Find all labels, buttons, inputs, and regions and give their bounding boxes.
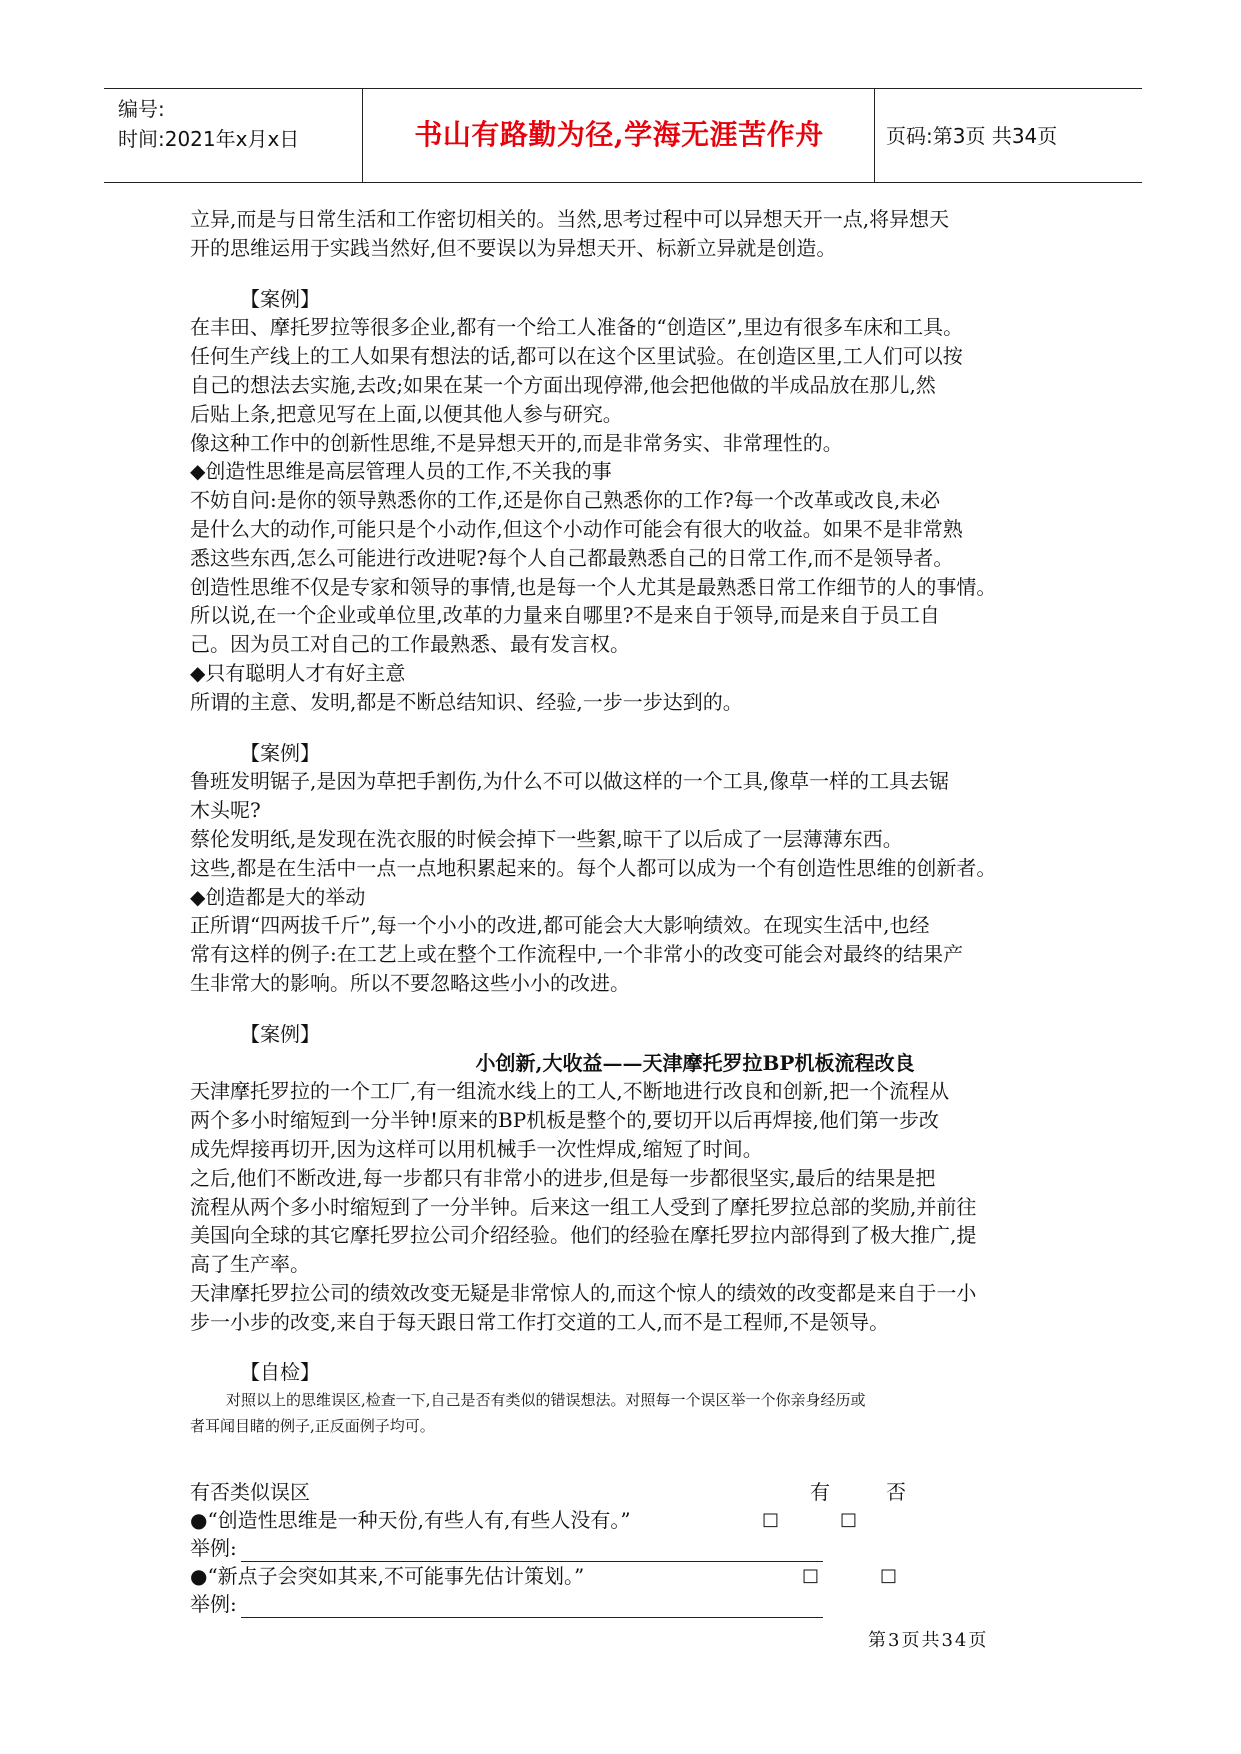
- body-text-line: 这些,都是在生活中一点一点地积累起来的。每个人都可以成为一个有创造性思维的创新者。: [190, 855, 997, 880]
- body-text-line: 开的思维运用于实践当然好,但不要误以为异想天开、标新立异就是创造。: [190, 235, 837, 260]
- paragraph-gap: [190, 717, 1080, 739]
- instruction-line: 者耳闻目睹的例子,正反面例子均可。: [190, 1417, 435, 1436]
- instruction-line: 对照以上的思维误区,检查一下,自己是否有类似的错误想法。对照每一个误区举一个你亲身经历或: [226, 1391, 866, 1410]
- section-heading: 【案例】: [240, 740, 320, 765]
- body-text-line: 流程从两个多小时缩短到了一分半钟。后来这一组工人受到了摩托罗拉总部的奖励,并前往: [190, 1194, 977, 1219]
- body-text-line: 后贴上条,把意见写在上面,以便其他人参与研究。: [190, 401, 623, 426]
- document-time-label: 时间:2021年x月x日: [118, 127, 300, 151]
- paragraph-gap: [190, 998, 1080, 1020]
- body-text-line: 天津摩托罗拉的一个工厂,有一组流水线上的工人,不断地进行改良和创新,把一个流程从: [190, 1079, 950, 1104]
- self-check-example-row-2: [190, 1590, 910, 1618]
- body-text-line: 所以说,在一个企业或单位里,改革的力量来自哪里?不是来自于领导,而是来自于员工自: [190, 603, 940, 628]
- document-number-label: 编号:: [118, 97, 165, 121]
- self-check-item-text: ●“创造性思维是一种天份,有些人有,有些人没有。”: [190, 1508, 631, 1532]
- body-text-line: 悉这些东西,怎么可能进行改进呢?每个人自己都最熟悉自己的日常工作,而不是领导者。: [190, 545, 954, 570]
- body-text-line: 正所谓“四两拔千斤”,每一个小小的改进,都可能会大大影响绩效。在现实生活中,也经: [190, 913, 930, 938]
- body-text-line: 是什么大的动作,可能只是个小动作,但这个小动作可能会有很大的收益。如果不是非常熟: [190, 516, 963, 541]
- example-answer-line[interactable]: [241, 1595, 823, 1618]
- self-check-table: [190, 1478, 910, 1618]
- body-text-line: 步一小步的改变,来自于每天跟日常工作打交道的工人,而不是工程师,不是领导。: [190, 1309, 890, 1334]
- body-text-line: 两个多小时缩短到一分半钟!原来的BP机板是整个的,要切开以后再焊接,他们第一步改: [190, 1108, 939, 1133]
- body-text-line: ◆创造都是大的举动: [190, 884, 366, 909]
- no-checkbox[interactable]: □: [840, 1509, 858, 1530]
- header-motto: 书山有路勤为径,学海无涯苦作舟: [414, 118, 824, 151]
- header-meta: [118, 94, 299, 154]
- body-text-line: 鲁班发明锯子,是因为草把手割伤,为什么不可以做这样的一个工具,像草一样的工具去锯: [190, 769, 950, 794]
- body-text-line: 在丰田、摩托罗拉等很多企业,都有一个给工人准备的“创造区”,里边有很多车床和工具。: [190, 315, 964, 340]
- body-text-line: 木头呢?: [190, 798, 261, 823]
- self-check-header-label: 有否类似误区: [190, 1480, 310, 1504]
- body-text-line: 不妨自问:是你的领导熟悉你的工作,还是你自己熟悉你的工作?每一个改革或改良,未必: [190, 488, 941, 513]
- self-check-item-2: [190, 1562, 910, 1590]
- body-text-line: 常有这样的例子:在工艺上或在整个工作流程中,一个非常小的改变可能会对最终的结果产: [190, 942, 964, 967]
- header-bottom-rule: [104, 182, 1142, 183]
- document-body: [190, 205, 1080, 1439]
- body-text-line: 之后,他们不断改进,每一步都只有非常小的进步,但是每一步都很坚实,最后的结果是把: [190, 1165, 936, 1190]
- column-yes-label: 有: [810, 1480, 830, 1504]
- body-text-line: 高了生产率。: [190, 1252, 310, 1277]
- example-label: 举例:: [190, 1536, 237, 1560]
- page-header: [104, 88, 1142, 183]
- header-top-rule: [104, 88, 1142, 89]
- yes-checkbox[interactable]: □: [762, 1509, 780, 1530]
- self-check-example-row-1: [190, 1534, 910, 1562]
- page-footer: 第3页共34页: [868, 1630, 989, 1651]
- body-text-line: ◆只有聪明人才有好主意: [190, 660, 406, 685]
- header-divider-left: [362, 88, 363, 183]
- section-heading: 【自检】: [240, 1360, 320, 1385]
- example-label: 举例:: [190, 1592, 237, 1616]
- paragraph-gap: [190, 1336, 1080, 1358]
- body-text-line: 所谓的主意、发明,都是不断总结知识、经验,一步一步达到的。: [190, 689, 743, 714]
- no-checkbox[interactable]: □: [880, 1565, 898, 1586]
- body-text-line: 像这种工作中的创新性思维,不是异想天开的,而是非常务实、非常理性的。: [190, 430, 843, 455]
- case-title: 小创新,大收益——天津摩托罗拉BP机板流程改良: [475, 1050, 915, 1075]
- section-heading: 【案例】: [240, 1021, 320, 1046]
- header-page-label: 页码:第3页 共34页: [886, 124, 1058, 148]
- paragraph-gap: [190, 263, 1080, 285]
- self-check-item-1: [190, 1506, 910, 1534]
- body-text-line: 天津摩托罗拉公司的绩效改变无疑是非常惊人的,而这个惊人的绩效的改变都是来自于一小: [190, 1280, 977, 1305]
- body-text-line: 成先焊接再切开,因为这样可以用机械手一次性焊成,缩短了时间。: [190, 1136, 763, 1161]
- body-text-line: 己。因为员工对自己的工作最熟悉、最有发言权。: [190, 632, 630, 657]
- body-text-line: 蔡伦发明纸,是发现在洗衣服的时候会掉下一些絮,晾干了以后成了一层薄薄东西。: [190, 826, 903, 851]
- self-check-item-text: ●“新点子会突如其来,不可能事先估计策划。”: [190, 1564, 585, 1588]
- body-text-line: 立异,而是与日常生活和工作密切相关的。当然,思考过程中可以异想天开一点,将异想天: [190, 207, 950, 231]
- body-text-line: 任何生产线上的工人如果有想法的话,都可以在这个区里试验。在创造区里,工人们可以按: [190, 344, 963, 369]
- header-divider-right: [874, 88, 875, 183]
- body-text-line: ◆创造性思维是高层管理人员的工作,不关我的事: [190, 459, 612, 484]
- body-text-line: 自己的想法去实施,去改;如果在某一个方面出现停滞,他会把他做的半成品放在那儿,然: [190, 372, 936, 397]
- body-text-line: 生非常大的影响。所以不要忽略这些小小的改进。: [190, 970, 630, 995]
- self-check-header-row: [190, 1478, 910, 1506]
- section-heading: 【案例】: [240, 286, 320, 311]
- yes-checkbox[interactable]: □: [802, 1565, 820, 1586]
- body-text-line: 美国向全球的其它摩托罗拉公司介绍经验。他们的经验在摩托罗拉内部得到了极大推广,提: [190, 1223, 977, 1248]
- example-answer-line[interactable]: [241, 1539, 823, 1562]
- body-text-line: 创造性思维不仅是专家和领导的事情,也是每一个人尤其是最熟悉日常工作细节的人的事情。: [190, 574, 997, 599]
- column-no-label: 否: [886, 1480, 906, 1504]
